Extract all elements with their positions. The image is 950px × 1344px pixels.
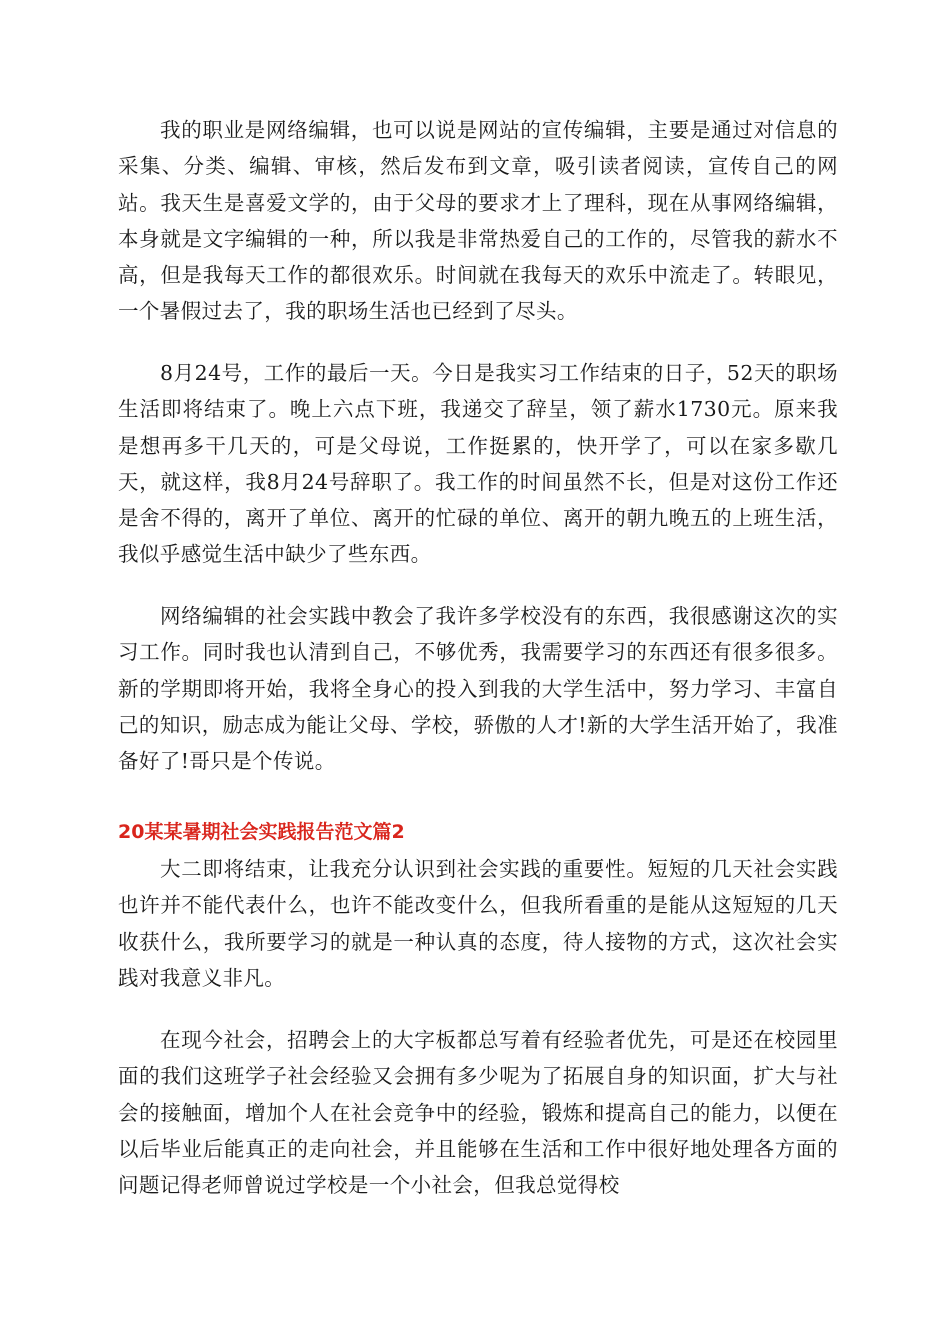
- paragraph-last-workday: 8月24号，工作的最后一天。今日是我实习工作结束的日子，52天的职场生活即将结束了。晚上六点下班，我递交了辞呈，领了薪水1730元。原来我是想再多干几天的，可是父母说，工作挺累的，快开学了，可以在家多歇几天，就这样，我8月24号辞职了。我工作的时间虽然不长，但是对这份工作还是舍不得的，离开了单位、离开的忙碌的单位、离开的朝九晚五的上班生活，我似乎感觉生活中缺少了些东西。: [118, 361, 838, 567]
- paragraph-sophomore: 大二即将结束，让我充分认识到社会实践的重要性。短短的几天社会实践也许并不能代表什么，也许不能改变什么，但我所看重的是能从这短短的几天收获什么，我所要学习的就是一种认真的态度，待人接物的方式，这次社会实践对我意义非凡。: [118, 857, 838, 990]
- section-heading: 20某某暑期社会实践报告范文篇2: [118, 821, 405, 843]
- paragraph-modern-society: 在现今社会，招聘会上的大字板都总写着有经验者优先，可是还在校园里面的我们这班学子社会经验又会拥有多少呢为了拓展自身的知识面，扩大与社会的接触面，增加个人在社会竞争中的经验，锻炼和提高自己的能力，以便在以后毕业后能真正的走向社会，并且能够在生活和工作中很好地处理各方面的问题记得老师曾说过学校是一个小社会，但我总觉得校: [118, 1028, 838, 1198]
- paragraph-career-intro: 我的职业是网络编辑，也可以说是网站的宣传编辑，主要是通过对信息的采集、分类、编辑、审核，然后发布到文章，吸引读者阅读，宣传自己的网站。我天生是喜爱文学的，由于父母的要求才上了理科，现在从事网络编辑，本身就是文字编辑的一种，所以我是非常热爱自己的工作的，尽管我的薪水不高，但是我每天工作的都很欢乐。时间就在我每天的欢乐中流走了。转眼见，一个暑假过去了，我的职场生活也已经到了尽头。: [118, 118, 838, 324]
- paragraph-reflection: 网络编辑的社会实践中教会了我许多学校没有的东西，我很感谢这次的实习工作。同时我也认清到自己，不够优秀，我需要学习的东西还有很多很多。新的学期即将开始，我将全身心的投入到我的大学生活中，努力学习、丰富自己的知识，励志成为能让父母、学校，骄傲的人才!新的大学生活开始了，我准备好了!哥只是个传说。: [118, 604, 838, 774]
